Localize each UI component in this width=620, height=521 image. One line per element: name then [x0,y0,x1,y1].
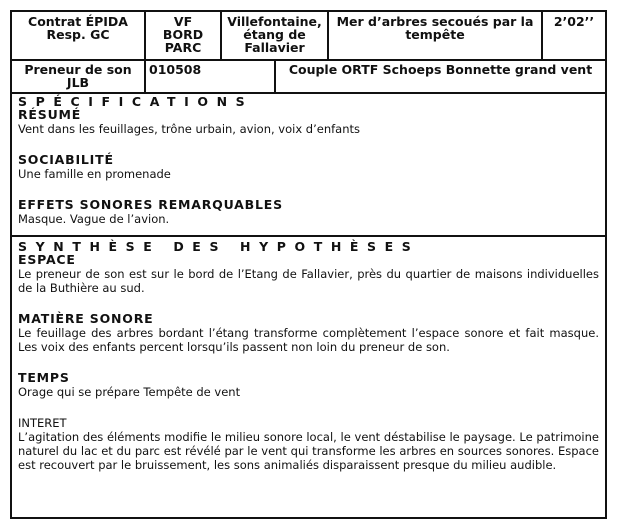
specifications-heading: SPÉCIFICATIONS [18,94,254,109]
location-cell: Villefontaine, étang de Fallavier [222,12,329,59]
time-text: Orage qui se prépare Tempête de vent [18,385,241,399]
duration-cell: 2’02’’ [553,14,595,29]
effects-text: Masque. Vague de l’avion. [18,212,170,226]
matter-label: MATIÈRE SONORE [18,311,154,326]
spacer [18,295,605,312]
space-text: Le preneur de son est sur le bord de l’Etang de Fallavier, près du quartier de maisons individuelles de la Buthière au sud. [18,267,599,295]
reference-cell: 010508 [146,59,276,92]
equipment-cell: Couple ORTF Schoeps Bonnette grand vent [288,62,593,77]
hypotheses-section [12,237,605,517]
matter-text: Le feuillage des arbres bordant l’étang transforme complètement l’espace sonore et fait masque. Les voix des enfants percent lorsqu’ils passent non loin du preneur de son. [18,326,599,354]
header-row-1 [12,12,605,61]
spacer [18,181,605,198]
time-label: TEMPS [18,370,70,385]
recordist-cell: Preneur de son JLB [12,59,146,92]
summary-text: Vent dans les feuillages, trône urbain, avion, voix d’enfants [18,122,361,136]
interest-label: INTERET [18,416,67,430]
effects-label: EFFETS SONORES REMARQUABLES [18,197,283,212]
header-row-2 [12,59,605,94]
summary-label: RÉSUMÉ [18,107,82,122]
space-label: ESPACE [18,252,76,267]
title-cell: Mer d’arbres secoués par la tempête [329,12,543,59]
version-cell: VF BORD PARC [146,12,222,59]
spacer [18,354,605,371]
sociability-text: Une famille en promenade [18,167,171,181]
sound-record-sheet [10,10,607,519]
spacer [18,136,605,153]
spacer [18,399,605,416]
interest-text: L’agitation des éléments modifie le milieu sonore local, le vent déstabilise le paysage. Le patrimoine naturel du lac et du parc est révélé par le vent qui transforme les arbres en sources sonores. Espace est recouvert par le bruissement, les sons animaliés disparaissent presque du milieu audible. [18,430,599,472]
specifications-section [12,92,605,237]
sociability-label: SOCIABILITÉ [18,152,114,167]
commission-cell: Contrat ÉPIDA Resp. GC [12,12,146,59]
hypotheses-heading: SYNTHÈSE DES HYPOTHÈSES [18,239,420,254]
